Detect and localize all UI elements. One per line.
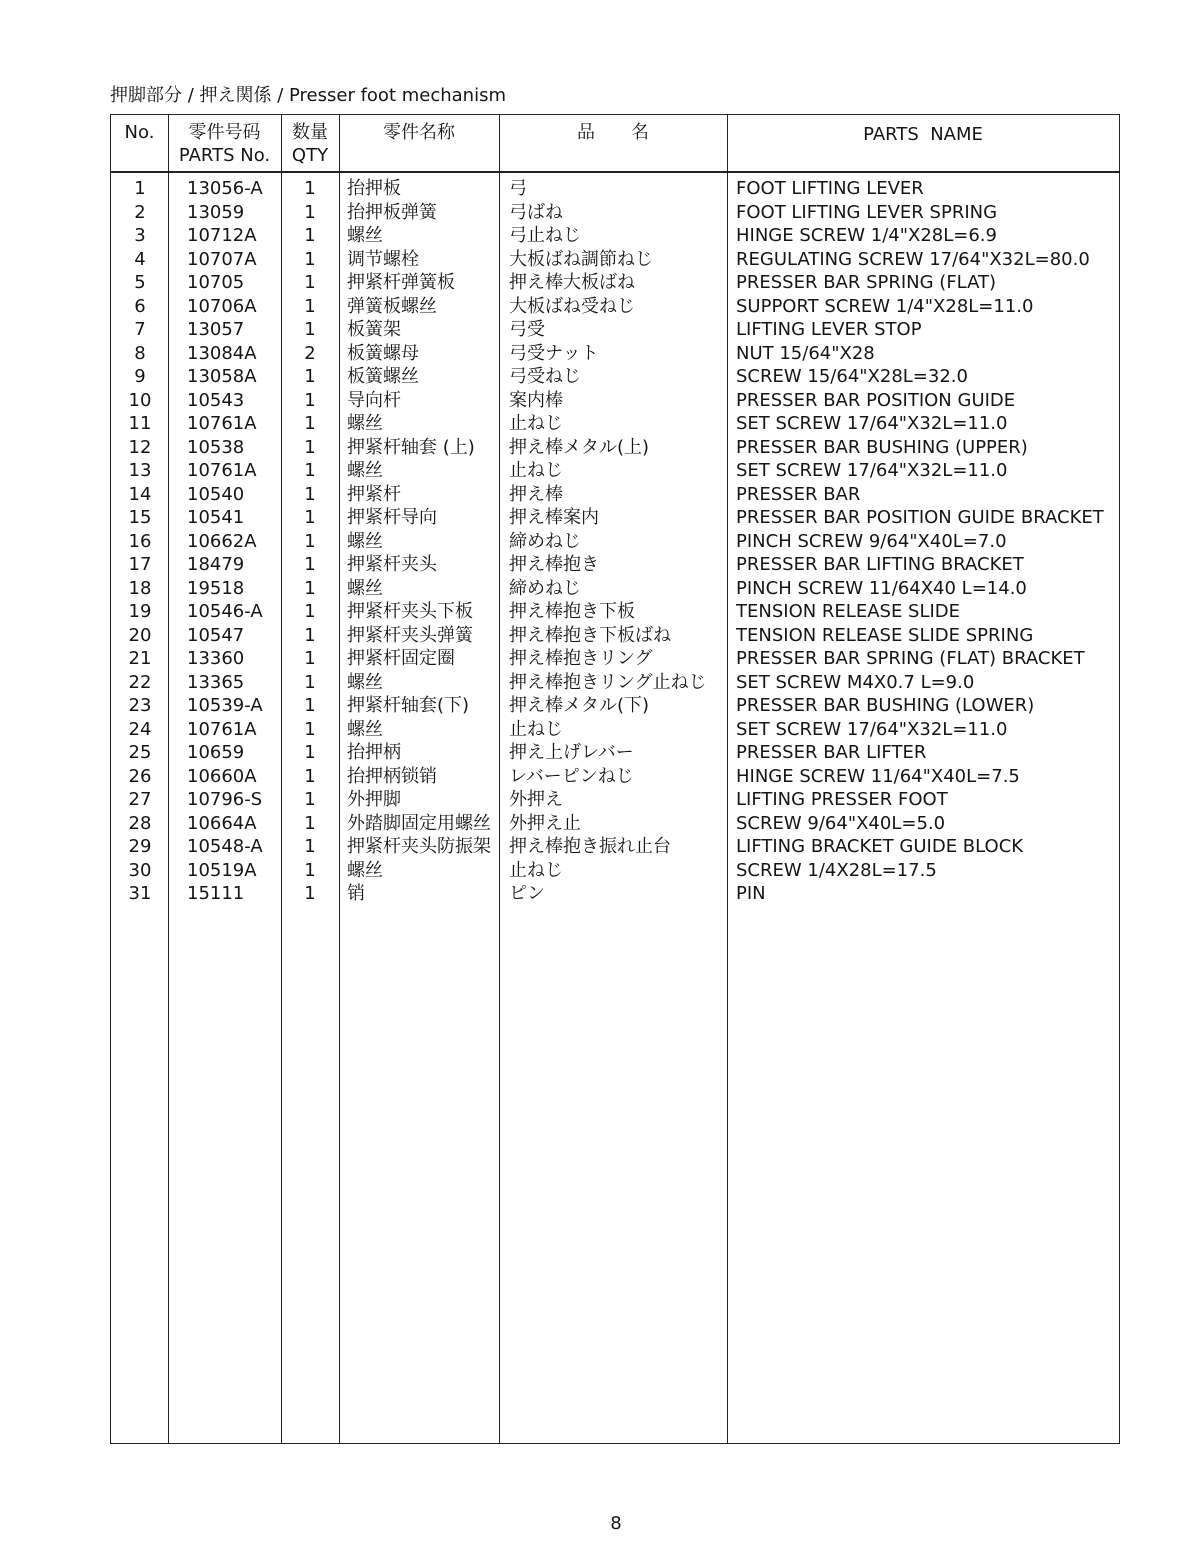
row-part-no: 10546-A [187, 601, 263, 622]
row-name-cn: 抬押板 [347, 178, 401, 199]
row-no: 21 [128, 648, 152, 669]
row-no: 28 [128, 812, 152, 834]
row-part-no: 10761A [187, 413, 257, 434]
table-row [111, 342, 1119, 366]
row-name-jp: 押え棒抱きリング止ねじ [509, 671, 707, 693]
row-name-en: SET SCREW 17/64"X32L=11.0 [736, 413, 1008, 434]
row-name-jp: 弓受ナット [509, 342, 599, 364]
row-name-jp: 押え棒抱き下板 [509, 601, 635, 622]
row-qty: 1 [304, 413, 316, 434]
row-no: 24 [128, 718, 152, 740]
row-name-jp: 締めねじ [509, 530, 581, 552]
row-name-jp: 弓受 [509, 319, 545, 340]
row-no: 11 [128, 413, 152, 434]
row-no: 5 [134, 272, 146, 293]
row-qty: 1 [304, 812, 316, 834]
row-name-jp: 押え棒メタル(下) [509, 695, 650, 716]
row-no: 25 [128, 742, 152, 763]
row-name-jp: 押え棒抱き [509, 554, 599, 575]
row-part-no: 10519A [187, 859, 257, 881]
header-name-cn-label: 零件名称 [383, 122, 455, 143]
row-no: 30 [128, 859, 152, 881]
row-name-en: SET SCREW 17/64"X32L=11.0 [736, 460, 1008, 481]
row-name-jp: 弓 [509, 178, 527, 199]
row-no: 15 [128, 507, 152, 528]
row-name-jp: 弓受ねじ [509, 366, 581, 387]
header-name-jp [499, 115, 727, 177]
row-no: 20 [128, 624, 152, 646]
row-name-cn: 螺丝 [347, 859, 383, 881]
page-number: 8 [610, 1513, 622, 1534]
row-name-en: LIFTING LEVER STOP [736, 319, 922, 340]
row-part-no: 10664A [187, 812, 257, 834]
row-no: 3 [134, 225, 146, 246]
row-name-en: PRESSER BAR SPRING (FLAT) [736, 272, 997, 293]
row-name-cn: 押紧杆夹头 [347, 554, 437, 575]
row-no: 4 [134, 248, 146, 270]
row-name-cn: 押紧杆夹头下板 [347, 601, 473, 622]
table-row [111, 201, 1119, 225]
row-name-jp: 締めねじ [509, 577, 581, 599]
row-name-en: PRESSER BAR BUSHING (UPPER) [736, 436, 1028, 458]
table-row [111, 694, 1119, 718]
table-row [111, 553, 1119, 577]
row-qty: 1 [304, 695, 316, 716]
header-no [111, 115, 168, 177]
table-row [111, 412, 1119, 436]
row-qty: 1 [304, 178, 316, 199]
row-part-no: 10707A [187, 248, 257, 270]
row-part-no: 19518 [187, 577, 245, 599]
row-part-no: 18479 [187, 554, 245, 575]
row-name-jp: 押え棒抱き下板ばね [509, 624, 671, 646]
row-part-no: 10761A [187, 718, 257, 740]
header-qty-cn: 数量 [292, 122, 328, 143]
row-name-jp: 押え上げレバー [509, 742, 634, 763]
row-qty: 1 [304, 577, 316, 599]
row-qty: 1 [304, 554, 316, 575]
row-name-cn: 板簧螺丝 [347, 366, 419, 387]
row-name-en: REGULATING SCREW 17/64"X32L=80.0 [736, 248, 1090, 270]
row-name-cn: 押紧杆夹头弹簧 [347, 624, 473, 646]
table-row [111, 624, 1119, 648]
row-name-cn: 押紧杆 [347, 483, 401, 505]
row-name-en: LIFTING BRACKET GUIDE BLOCK [736, 836, 1024, 857]
row-qty: 1 [304, 389, 316, 411]
row-name-cn: 螺丝 [347, 413, 383, 434]
row-name-en: SCREW 15/64"X28L=32.0 [736, 366, 968, 387]
table-row [111, 600, 1119, 624]
row-name-en: PRESSER BAR LIFTER [736, 742, 927, 763]
row-part-no: 10543 [187, 389, 245, 411]
row-part-no: 13365 [187, 671, 245, 693]
table-row [111, 671, 1119, 695]
row-name-jp: 止ねじ [509, 460, 563, 481]
row-name-en: PRESSER BAR POSITION GUIDE BRACKET [736, 507, 1104, 528]
row-name-cn: 押紧杆导向 [347, 507, 437, 528]
table-row [111, 436, 1119, 460]
row-name-jp: 大板ばね受ねじ [509, 295, 635, 317]
row-no: 13 [128, 460, 152, 481]
row-name-cn: 螺丝 [347, 671, 383, 693]
table-row [111, 318, 1119, 342]
row-qty: 1 [304, 530, 316, 552]
row-name-jp: 押え棒案内 [509, 507, 599, 528]
row-qty: 1 [304, 624, 316, 646]
row-part-no: 10796-S [187, 789, 263, 810]
row-part-no: 10662A [187, 530, 257, 552]
parts-rows [111, 177, 1119, 906]
row-name-en: PINCH SCREW 11/64X40 L=14.0 [736, 577, 1027, 599]
row-qty: 1 [304, 460, 316, 481]
row-part-no: 13057 [187, 319, 245, 340]
row-no: 29 [128, 836, 152, 857]
table-row [111, 389, 1119, 413]
table-row [111, 483, 1119, 507]
row-qty: 1 [304, 836, 316, 857]
row-name-en: FOOT LIFTING LEVER SPRING [736, 201, 998, 223]
row-name-jp: 押え棒 [509, 483, 563, 505]
table-row [111, 577, 1119, 601]
row-name-en: TENSION RELEASE SLIDE [736, 601, 961, 622]
table-row [111, 530, 1119, 554]
row-name-jp: 押え棒大板ばね [509, 272, 635, 293]
row-qty: 2 [304, 342, 316, 364]
row-name-en: SUPPORT SCREW 1/4"X28L=11.0 [736, 295, 1034, 317]
table-row [111, 647, 1119, 671]
row-name-jp: 大板ばね調節ねじ [509, 248, 653, 270]
row-part-no: 13360 [187, 648, 245, 669]
row-name-en: PRESSER BAR LIFTING BRACKET [736, 554, 1024, 575]
row-part-no: 13058A [187, 366, 257, 387]
row-part-no: 10538 [187, 436, 245, 458]
row-part-no: 10547 [187, 624, 245, 646]
row-name-cn: 销 [347, 883, 365, 904]
table-row [111, 506, 1119, 530]
row-name-jp: 外押え [509, 789, 563, 810]
row-part-no: 10548-A [187, 836, 263, 857]
row-no: 22 [128, 671, 152, 693]
row-qty: 1 [304, 765, 316, 787]
row-no: 9 [134, 366, 146, 387]
row-no: 14 [128, 483, 152, 505]
row-qty: 1 [304, 883, 316, 904]
row-qty: 1 [304, 601, 316, 622]
row-name-cn: 螺丝 [347, 718, 383, 740]
row-name-jp: 止ねじ [509, 859, 563, 881]
row-name-en: TENSION RELEASE SLIDE SPRING [736, 624, 1034, 646]
row-qty: 1 [304, 671, 316, 693]
row-name-en: NUT 15/64"X28 [736, 342, 875, 364]
header-name-en-label: PARTS NAME [863, 124, 983, 145]
row-no: 26 [128, 765, 152, 787]
parts-table [110, 114, 1120, 1444]
table-row [111, 718, 1119, 742]
row-name-en: LIFTING PRESSER FOOT [736, 789, 948, 810]
table-row [111, 271, 1119, 295]
row-part-no: 13056-A [187, 178, 263, 199]
row-qty: 1 [304, 319, 316, 340]
table-row [111, 882, 1119, 906]
row-name-cn: 押紧杆轴套 (上) [347, 436, 475, 458]
row-qty: 1 [304, 436, 316, 458]
row-name-en: HINGE SCREW 11/64"X40L=7.5 [736, 765, 1020, 787]
row-name-jp: 外押え止 [509, 812, 581, 834]
row-qty: 1 [304, 366, 316, 387]
row-name-en: PRESSER BAR BUSHING (LOWER) [736, 695, 1035, 716]
row-part-no: 13059 [187, 201, 245, 223]
row-name-en: SET SCREW 17/64"X32L=11.0 [736, 718, 1008, 740]
row-name-en: PRESSER BAR POSITION GUIDE [736, 389, 1016, 411]
row-part-no: 10541 [187, 507, 245, 528]
row-name-cn: 螺丝 [347, 460, 383, 481]
row-part-no: 10706A [187, 295, 257, 317]
row-name-cn: 外押脚 [347, 789, 401, 810]
header-no-label: No. [124, 122, 155, 143]
row-name-jp: ピン [509, 883, 545, 904]
table-row [111, 365, 1119, 389]
row-qty: 1 [304, 789, 316, 810]
row-name-cn: 螺丝 [347, 577, 383, 599]
row-name-cn: 螺丝 [347, 225, 383, 246]
row-name-cn: 弹簧板螺丝 [347, 295, 437, 317]
row-no: 18 [128, 577, 152, 599]
row-no: 1 [134, 178, 146, 199]
row-no: 8 [134, 342, 146, 364]
row-name-en: PRESSER BAR [736, 483, 861, 505]
row-no: 31 [128, 883, 152, 904]
header-qty [281, 115, 339, 177]
row-qty: 1 [304, 507, 316, 528]
row-part-no: 13084A [187, 342, 257, 364]
row-name-en: PIN [736, 883, 766, 904]
row-name-cn: 抬押柄锁销 [347, 765, 437, 787]
row-name-en: HINGE SCREW 1/4"X28L=6.9 [736, 225, 997, 246]
table-row [111, 812, 1119, 836]
row-no: 10 [128, 389, 152, 411]
header-name-cn [339, 115, 499, 177]
table-row [111, 248, 1119, 272]
row-qty: 1 [304, 272, 316, 293]
row-name-en: FOOT LIFTING LEVER [736, 178, 924, 199]
row-name-cn: 押紧杆轴套(下) [347, 695, 470, 716]
header-part-no-en: PARTS No. [178, 145, 271, 166]
row-part-no: 10540 [187, 483, 245, 505]
row-no: 6 [134, 295, 146, 317]
row-no: 17 [128, 554, 152, 575]
row-name-jp: 押え棒抱きリング [509, 648, 653, 669]
row-no: 19 [128, 601, 152, 622]
row-no: 27 [128, 789, 152, 810]
row-name-jp: 止ねじ [509, 413, 563, 434]
row-name-cn: 押紧杆弹簧板 [347, 272, 455, 293]
row-name-cn: 调节螺栓 [347, 248, 419, 270]
table-row [111, 177, 1119, 201]
row-name-jp: 弓止ねじ [509, 225, 581, 246]
row-qty: 1 [304, 483, 316, 505]
row-name-jp: 押え棒メタル(上) [509, 436, 650, 458]
row-qty: 1 [304, 648, 316, 669]
row-qty: 1 [304, 742, 316, 763]
row-name-cn: 板簧架 [347, 319, 401, 340]
table-row [111, 765, 1119, 789]
row-name-en: SCREW 9/64"X40L=5.0 [736, 812, 946, 834]
row-part-no: 10761A [187, 460, 257, 481]
row-qty: 1 [304, 248, 316, 270]
table-row [111, 859, 1119, 883]
row-qty: 1 [304, 201, 316, 223]
row-name-jp: 弓ばね [509, 201, 563, 223]
table-row [111, 788, 1119, 812]
row-name-cn: 螺丝 [347, 530, 383, 552]
header-name-jp-label: 品 名 [577, 122, 649, 143]
row-name-cn: 抬押板弹簧 [347, 201, 437, 223]
row-no: 2 [134, 201, 146, 223]
table-row [111, 459, 1119, 483]
row-qty: 1 [304, 295, 316, 317]
row-name-cn: 导向杆 [347, 389, 401, 411]
row-name-jp: 案内棒 [509, 389, 563, 411]
row-name-cn: 板簧螺母 [347, 342, 419, 364]
header-part-no-cn: 零件号码 [188, 122, 261, 143]
header-part-no [168, 115, 281, 177]
row-qty: 1 [304, 225, 316, 246]
row-name-cn: 外踏脚固定用螺丝 [347, 812, 491, 834]
row-name-en: SET SCREW M4X0.7 L=9.0 [736, 671, 975, 693]
row-name-cn: 押紧杆固定圈 [347, 648, 455, 669]
row-name-jp: 止ねじ [509, 718, 563, 740]
row-name-cn: 抬押柄 [347, 742, 401, 763]
row-no: 7 [134, 319, 146, 340]
row-name-en: PINCH SCREW 9/64"X40L=7.0 [736, 530, 1007, 552]
row-qty: 1 [304, 859, 316, 881]
row-part-no: 15111 [187, 883, 245, 904]
table-row [111, 295, 1119, 319]
row-part-no: 10705 [187, 272, 245, 293]
header-name-en [727, 115, 1119, 179]
row-name-jp: 押え棒抱き振れ止台 [509, 836, 671, 857]
row-no: 23 [128, 695, 152, 716]
header-qty-en: QTY [291, 145, 329, 166]
row-qty: 1 [304, 718, 316, 740]
row-name-en: PRESSER BAR SPRING (FLAT) BRACKET [736, 648, 1085, 669]
row-no: 16 [128, 530, 152, 552]
row-part-no: 10660A [187, 765, 257, 787]
table-row [111, 741, 1119, 765]
row-part-no: 10539-A [187, 695, 263, 716]
table-row [111, 835, 1119, 859]
row-part-no: 10712A [187, 225, 257, 246]
row-part-no: 10659 [187, 742, 245, 763]
table-row [111, 224, 1119, 248]
row-name-jp: レバーピンねじ [509, 765, 634, 787]
row-name-cn: 押紧杆夹头防振架 [347, 836, 491, 857]
row-name-en: SCREW 1/4X28L=17.5 [736, 859, 937, 881]
row-no: 12 [128, 436, 152, 458]
section-title: 押脚部分 / 押え関係 / Presser foot mechanism [110, 85, 506, 106]
